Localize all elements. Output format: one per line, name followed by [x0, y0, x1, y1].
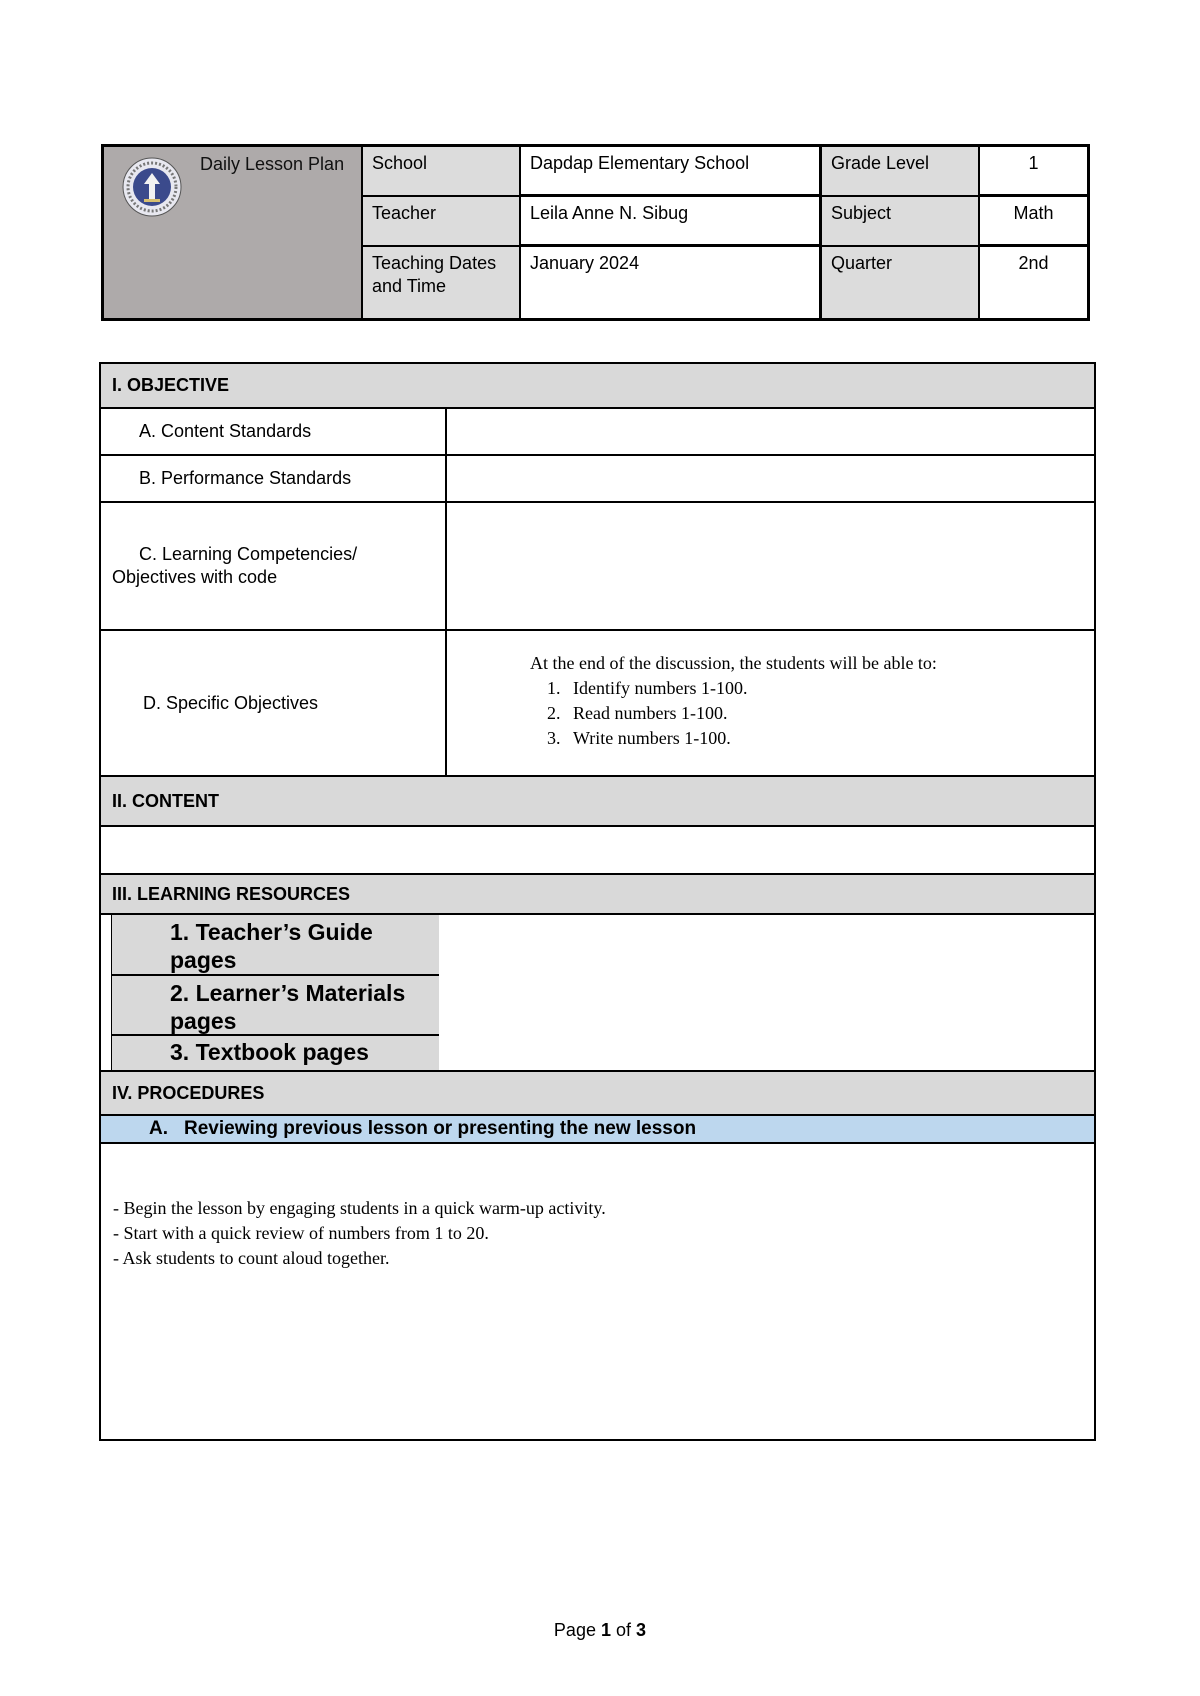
performance-standards-value [447, 456, 1094, 503]
learning-competencies-value [447, 503, 1094, 631]
list-item: 3. Write numbers 1-100. [565, 726, 1094, 751]
specific-objectives-list [530, 676, 1094, 751]
total-pages: 3 [636, 1620, 647, 1640]
subject-label: Subject [822, 197, 980, 247]
logo-cell [104, 147, 363, 318]
current-page: 1 [600, 1620, 611, 1640]
content-standards-label: A. Content Standards [101, 409, 447, 456]
content-standards-value [447, 409, 1094, 456]
textbook-pages-label: 3. Textbook pages [112, 1036, 439, 1070]
page-footer [0, 1620, 1200, 1641]
teaching-dates-value: January 2024 [521, 247, 822, 318]
procedure-step-a-body [101, 1144, 1094, 1437]
learning-competencies-line2: Objectives with code [112, 567, 278, 587]
teachers-guide-label: 1. Teacher’s Guide pages [112, 915, 439, 976]
teacher-label: Teacher [363, 197, 521, 247]
teaching-dates-label: Teaching Dates and Time [363, 247, 521, 318]
specific-objectives-label: D. Specific Objectives [101, 631, 447, 777]
resources-list [111, 915, 439, 1070]
grade-level-label: Grade Level [822, 147, 980, 197]
performance-standards-label: B. Performance Standards [101, 456, 447, 503]
deped-seal-icon [122, 157, 182, 217]
learning-competencies-label [101, 503, 447, 631]
procedure-line: - Begin the lesson by engaging students in a quick warm-up activity. [113, 1198, 606, 1218]
quarter-value: 2nd [980, 247, 1087, 318]
grade-level-value: 1 [980, 147, 1087, 197]
list-item: 2. Read numbers 1-100. [565, 701, 1094, 726]
header-table [101, 144, 1090, 321]
content-heading: II. CONTENT [101, 777, 1094, 827]
quarter-label: Quarter [822, 247, 980, 318]
school-label: School [363, 147, 521, 197]
school-value: Dapdap Elementary School [521, 147, 822, 197]
of-word: of [616, 1620, 632, 1640]
specific-objectives-value [447, 631, 1094, 777]
step-marker: A. [149, 1118, 168, 1139]
content-value [101, 827, 1094, 875]
learning-resources-heading: III. LEARNING RESOURCES [101, 875, 1094, 915]
list-item: 1. Identify numbers 1-100. [565, 676, 1094, 701]
subject-value: Math [980, 197, 1087, 247]
page-word: Page [553, 1620, 596, 1640]
teacher-value: Leila Anne N. Sibug [521, 197, 822, 247]
procedures-heading: IV. PROCEDURES [101, 1072, 1094, 1116]
procedure-step-a [101, 1116, 1094, 1144]
procedure-line: - Start with a quick review of numbers from 1 to 20. [113, 1223, 489, 1243]
doc-title: Daily Lesson Plan [200, 154, 345, 174]
step-title: Reviewing previous lesson or presenting the new lesson [184, 1118, 697, 1139]
objective-heading: I. OBJECTIVE [101, 364, 1094, 409]
procedure-line: - Ask students to count aloud together. [113, 1248, 390, 1268]
learning-competencies-line1: C. Learning Competencies/ [139, 544, 358, 564]
lesson-plan-table [99, 362, 1096, 1441]
specific-objectives-intro: At the end of the discussion, the students will be able to: [530, 653, 937, 673]
learners-materials-label: 2. Learner’s Materials pages [112, 976, 439, 1036]
